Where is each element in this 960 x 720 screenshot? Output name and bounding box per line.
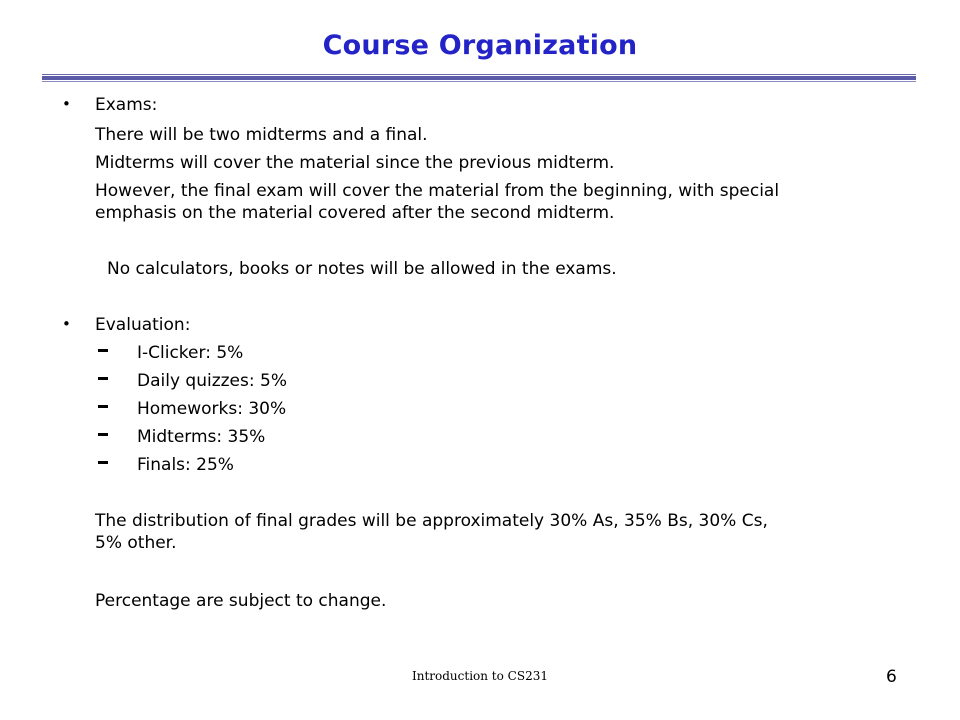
bullet-icon: • — [62, 315, 71, 333]
evaluation-item: Homeworks: 30% — [137, 399, 287, 419]
exams-heading: Exams: — [95, 95, 158, 115]
bullet-icon: • — [62, 95, 71, 113]
evaluation-item: I-Clicker: 5% — [137, 343, 244, 363]
title-rule-bottom — [42, 81, 916, 82]
evaluation-item: Midterms: 35% — [137, 427, 266, 447]
dash-icon — [98, 461, 108, 464]
distribution-line: The distribution of final grades will be approximately 30% As, 35% Bs, 30% Cs, — [95, 511, 768, 531]
page-number: 6 — [886, 667, 897, 687]
slide-title: Course Organization — [322, 30, 638, 61]
title-rule-top — [42, 74, 916, 75]
exams-note: No calculators, books or notes will be allowed in the exams. — [107, 259, 617, 279]
title-rule — [42, 76, 916, 80]
dash-icon — [98, 349, 108, 352]
evaluation-heading: Evaluation: — [95, 315, 191, 335]
exams-line: emphasis on the material covered after the second midterm. — [95, 203, 615, 223]
distribution-line: 5% other. — [95, 533, 177, 553]
change-note: Percentage are subject to change. — [95, 591, 387, 611]
dash-icon — [98, 377, 108, 380]
dash-icon — [98, 405, 108, 408]
dash-icon — [98, 433, 108, 436]
exams-line: Midterms will cover the material since the previous midterm. — [95, 153, 615, 173]
exams-line: However, the final exam will cover the material from the beginning, with special — [95, 181, 780, 201]
evaluation-item: Daily quizzes: 5% — [137, 371, 287, 391]
exams-line: There will be two midterms and a final. — [95, 125, 428, 145]
evaluation-item: Finals: 25% — [137, 455, 234, 475]
footer-text: Introduction to CS231 — [412, 669, 548, 683]
